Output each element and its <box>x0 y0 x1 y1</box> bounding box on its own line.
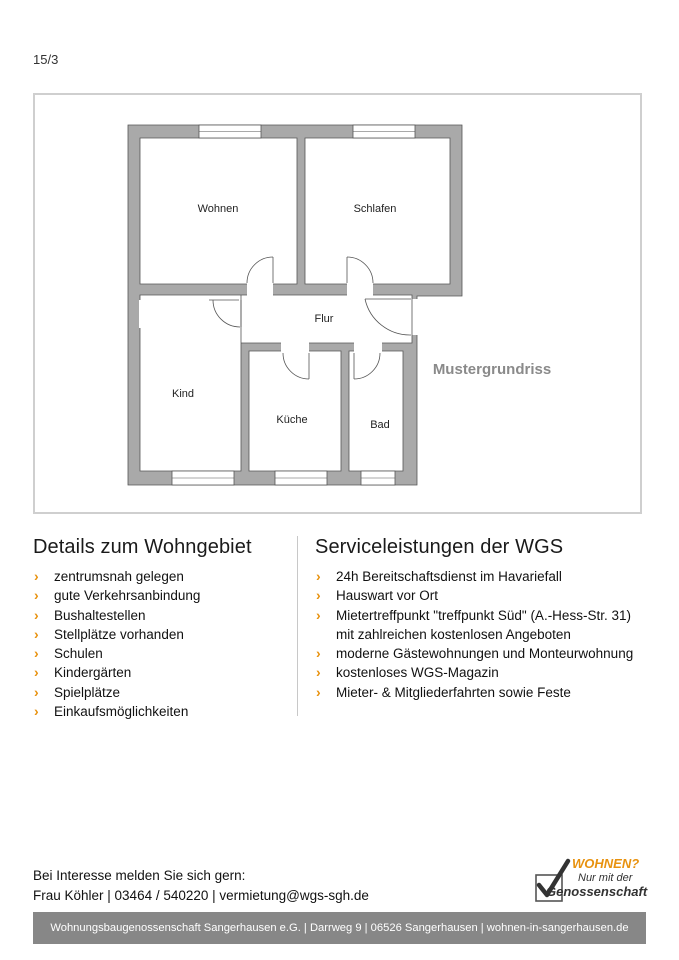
wohnen-genossenschaft-logo <box>530 855 648 905</box>
list-item: › Hauswart vor Ort <box>315 586 655 605</box>
floorplan-drawing <box>35 95 640 512</box>
list-item: › Bushaltestellen <box>33 606 293 625</box>
chevron-right-icon: › <box>34 683 39 700</box>
list-item: › Spielplätze <box>33 683 293 702</box>
room-label-kueche: Küche <box>276 414 308 426</box>
footer-bar <box>33 912 646 944</box>
logo-line-1: WOHNEN? <box>572 856 640 871</box>
details-title: Details zum Wohngebiet <box>33 536 252 558</box>
logo-line-2: Nur mit der <box>578 872 633 884</box>
contact-intro: Bei Interesse melden Sie sich gern: <box>33 868 246 883</box>
details-list <box>33 567 293 721</box>
chevron-right-icon: › <box>34 645 39 662</box>
list-item: › 24h Bereitschaftsdienst im Havariefall <box>315 567 655 586</box>
chevron-right-icon: › <box>34 625 39 642</box>
door-swings <box>209 257 412 379</box>
room-label-schlafen: Schlafen <box>353 203 397 215</box>
list-item: › Stellplätze vorhanden <box>33 625 293 644</box>
chevron-right-icon: › <box>34 664 39 681</box>
room-label-wohnen: Wohnen <box>197 203 239 215</box>
list-item: › Einkaufsmöglichkeiten <box>33 702 293 721</box>
chevron-right-icon: › <box>316 568 321 584</box>
room-label-flur: Flur <box>314 313 334 325</box>
contact-block <box>33 866 369 905</box>
chevron-right-icon: › <box>316 645 321 662</box>
footer-text: Wohnungsbaugenossenschaft Sangerhausen e.G. | Darrweg 9 | 06526 Sangerhausen | wohnen-in-sangerhausen.de <box>50 922 629 934</box>
services-title: Serviceleistungen der WGS <box>315 536 564 558</box>
room-label-bad: Bad <box>370 419 390 431</box>
windows <box>172 125 415 485</box>
list-item: › gute Verkehrsanbindung <box>33 586 293 605</box>
chevron-right-icon: › <box>316 606 321 623</box>
details-section <box>33 536 293 721</box>
chevron-right-icon: › <box>34 587 39 604</box>
services-section <box>315 536 655 702</box>
logo-line-3: Genossenschaft <box>546 884 648 899</box>
floorplan-watermark: Mustergrundriss <box>432 361 552 378</box>
list-item: › zentrumsnah gelegen <box>33 567 293 586</box>
list-item: › Mietertreffpunkt "treffpunkt Süd" (A.-Hess-Str. 31) mit zahlreichen kostenlosen Angeboten <box>316 606 631 642</box>
chevron-right-icon: › <box>34 703 39 720</box>
chevron-right-icon: › <box>316 683 321 700</box>
floorplan-frame <box>33 93 642 514</box>
list-item: › Mieter- & Mitgliederfahrten sowie Feste <box>315 683 655 702</box>
page-number: 15/3 <box>33 52 59 67</box>
column-divider <box>297 536 298 716</box>
chevron-right-icon: › <box>316 664 321 681</box>
chevron-right-icon: › <box>34 568 39 584</box>
contact-details[interactable]: Frau Köhler | 03464 / 540220 | vermietung@wgs-sgh.de <box>33 887 369 903</box>
list-item: › kostenloses WGS-Magazin <box>315 663 655 682</box>
chevron-right-icon: › <box>34 606 39 623</box>
list-item: › moderne Gästewohnungen und Monteurwohnung <box>315 644 655 663</box>
room-label-kind: Kind <box>171 388 195 400</box>
list-item: › Kindergärten <box>33 663 293 682</box>
services-list <box>315 567 655 702</box>
list-item: › Schulen <box>33 644 293 663</box>
chevron-right-icon: › <box>316 587 321 604</box>
